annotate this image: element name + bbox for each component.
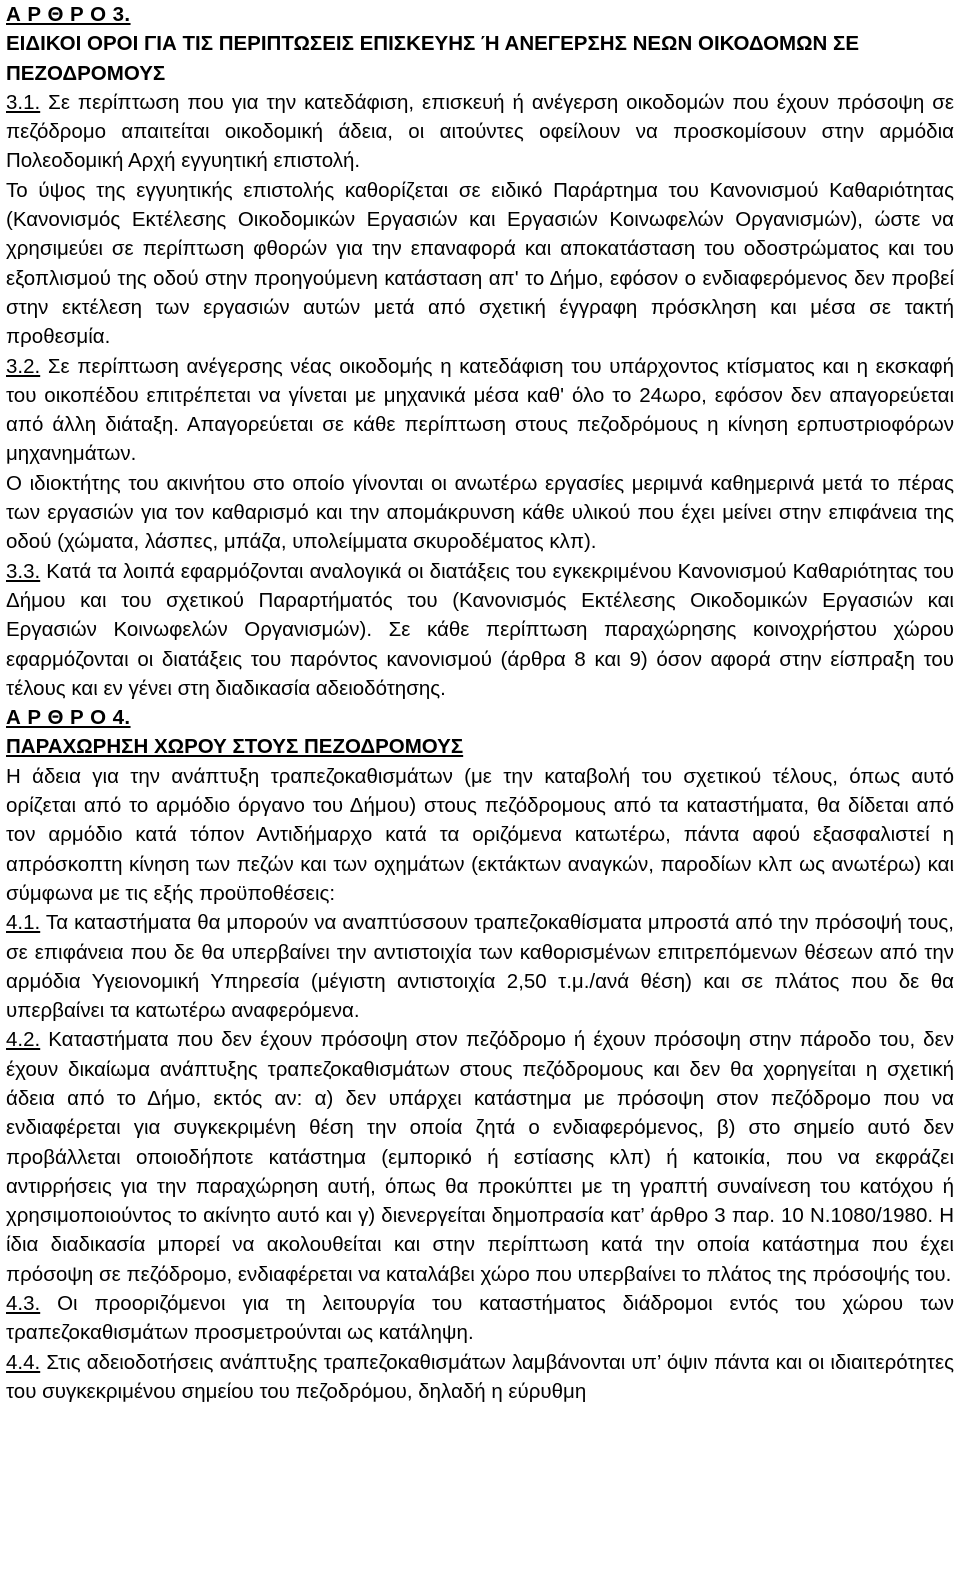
paragraph-text: Κατά τα λοιπά εφαρμόζονται αναλογικά οι διατάξεις του εγκεκριμένου Κανονισμού Καθαριότητας του Δήμου και του σχετικού Παραρτήματός του (Κανονισμός Εκτέλεσης Οικοδομικών Εργασιών και Εργασιών Κοινωφελών Οργανισμών). Σε κάθε περίπτωση παραχώρησης κοινοχρήστου χώρου εφαρμόζονται οι διατάξεις του παρόντος κανονισμού (άρθρα 8 και 9) όσον αφορά στην είσπραξη του τέλους και εν γένει στη διαδικασία αδειοδότησης. bbox=[6, 559, 954, 700]
paragraph-3-2 bbox=[6, 352, 954, 469]
paragraph-number: 4.3. bbox=[6, 1292, 41, 1316]
article-3-title: Α Ρ Θ Ρ Ο 3. bbox=[6, 3, 131, 26]
article-4-title: Α Ρ Θ Ρ Ο 4. bbox=[6, 706, 131, 730]
paragraph-3-1 bbox=[6, 88, 954, 176]
paragraph-number: 3.2. bbox=[6, 354, 41, 378]
paragraph-3-2-continued: Ο ιδιοκτήτης του ακινήτου στο οποίο γίνονται οι ανωτέρω εργασίες μεριμνά καθημερινά μετά το πέρας των εργασιών για τον καθαρισμό και την απομάκρυνση κάθε υλικού που έχει μείνει στην επιφάνεια της οδού (χώματα, λάσπες, μπάζα, υπολείμματα σκυροδέματος κλπ). bbox=[6, 471, 954, 554]
article-4-subtitle: ΠΑΡΑΧΩΡΗΣΗ ΧΩΡΟΥ ΣΤΟΥΣ ΠΕΖΟΔΡΟΜΟΥΣ bbox=[6, 735, 464, 759]
article-3-subtitle: ΕΙΔΙΚΟΙ ΟΡΟΙ ΓΙΑ ΤΙΣ ΠΕΡΙΠΤΩΣΕΙΣ ΕΠΙΣΚΕΥΗΣ Ή ΑΝΕΓΕΡΣΗΣ ΝΕΩΝ ΟΙΚΟΔΟΜΩΝ ΣΕ ΠΕΖΟΔΡΟΜΟΥΣ bbox=[6, 32, 860, 85]
paragraph-number: 3.1. bbox=[6, 90, 41, 114]
paragraph-4-2 bbox=[6, 1025, 954, 1289]
paragraph-text: Οι προοριζόμενοι για τη λειτουργία του καταστήματος διάδρομοι εντός του χώρου των τραπεζοκαθισμάτων προσμετρούνται ως κατάληψη. bbox=[6, 1292, 954, 1345]
paragraph-number: 4.2. bbox=[6, 1028, 41, 1052]
article-4-intro: Η άδεια για την ανάπτυξη τραπεζοκαθισμάτων (με την καταβολή του σχετικού τέλους, όπως αυτό ορίζεται από το αρμόδιο όργανο του Δήμου) στους πεζόδρομους από τα καταστήματα, θα δίδεται από τον αρμόδιο κατά τόπον Αντιδήμαρχο κατά τα οριζόμενα κατωτέρω, πάντα αφού εξασφαλιστεί η απρόσκοπτη κίνηση των πεζών και των οχημάτων (εκτάκτων αναγκών, παροδίων κλπ ως ανωτέρω) και σύμφωνα με τις εξής προϋποθέσεις: bbox=[6, 764, 954, 905]
paragraph-3-3 bbox=[6, 557, 954, 703]
paragraph-4-4 bbox=[6, 1348, 954, 1407]
paragraph-text: Σε περίπτωση που για την κατεδάφιση, επισκευή ή ανέγερση οικοδομών που έχουν πρόσοψη σε πεζόδρομο απαιτείται οικοδομική άδεια, οι αιτούντες οφείλουν να προσκομίσουν στην αρμόδια Πολεοδομική Αρχή εγγυητική επιστολή. bbox=[6, 90, 954, 173]
paragraph-number: 3.3. bbox=[6, 559, 41, 583]
paragraph-3-1-continued: Το ύψος της εγγυητικής επιστολής καθορίζεται σε ειδικό Παράρτημα του Κανονισμού Καθαριότητας (Κανονισμός Εκτέλεσης Οικοδομικών Εργασιών και Εργασιών Κοινωφελών Οργανισμών), ώστε να χρησιμεύει σε περίπτωση φθορών για την επαναφορά και αποκατάσταση του οδοστρώματος και του εξοπλισμού της οδού στην προηγούμενη κατάσταση απ' το Δήμο, εφόσον ο ενδιαφερόμενος δεν προβεί στην εκτέλεση των εργασιών αυτών μετά από σχετική έγγραφη πρόσκληση και μέσα σε τακτή προθεσμία. bbox=[6, 178, 954, 349]
paragraph-text: Σε περίπτωση ανέγερσης νέας οικοδομής η κατεδάφιση του υπάρχοντος κτίσματος και η εκσκαφή του οικοπέδου επιτρέπεται να γίνεται με μηχανικά μέσα καθ' όλο το 24ωρο, εφόσον δεν απαγορεύεται από άλλη διάταξη. Απαγορεύεται σε κάθε περίπτωση στους πεζοδρόμους η κίνηση ερπυστριοφόρων μηχανημάτων. bbox=[6, 354, 954, 466]
paragraph-text: Στις αδειοδοτήσεις ανάπτυξης τραπεζοκαθισμάτων λαμβάνονται υπ’ όψιν πάντα και οι ιδιαιτερότητες του συγκεκριμένου σημείου του πεζοδρόμου, δηλαδή η εύρυθμη bbox=[6, 1350, 954, 1403]
paragraph-4-1 bbox=[6, 908, 954, 1025]
paragraph-number: 4.4. bbox=[6, 1350, 41, 1374]
paragraph-number: 4.1. bbox=[6, 911, 41, 935]
paragraph-4-3 bbox=[6, 1289, 954, 1348]
paragraph-text: Καταστήματα που δεν έχουν πρόσοψη στον πεζόδρομο ή έχουν πρόσοψη στην πάροδο του, δεν έχουν δικαίωμα ανάπτυξης τραπεζοκαθισμάτων στους πεζόδρομους και δεν θα χορηγείται η σχετική άδεια από το Δήμο, εκτός αν: α) δεν υπάρχει κατάστημα με πρόσοψη στον πεζόδρομο που να ενδιαφέρεται για συγκεκριμένη θέση την οποία ζητά ο ενδιαφερόμενος, β) στο σημείο αυτό δεν προβάλλεται οποιοδήποτε κατάστημα (εμπορικό ή εστίασης κλπ) ή κατοικία, που να εκφράζει αντιρρήσεις για την παραχώρηση αυτή, όπως θα προκύπτει με τη γραπτή συναίνεση του κατόχου ή χρησιμοποιούντος το ακίνητο αυτό και γ) διενεργείται δημοπρασία κατ’ άρθρο 3 παρ. 10 Ν.1080/1980. Η ίδια διαδικασία μπορεί να ακολουθείται και στην περίπτωση κατά την οποία κατάστημα που έχει πρόσοψη σε πεζόδρομο, ενδιαφέρεται να καταλάβει χώρο που υπερβαίνει το πλάτος της πρόσοψής του. bbox=[6, 1028, 954, 1286]
paragraph-text: Τα καταστήματα θα μπορούν να αναπτύσσουν τραπεζοκαθίσματα μπροστά από την πρόσοψή τους, σε επιφάνεια που δε θα υπερβαίνει την αντιστοιχία των καθορισμένων επιτρεπόμενων θέσεων από την αρμόδια Υγειονομική Υπηρεσία (μέγιστη αντιστοιχία 2,50 τ.μ./ανά θέση) και σε πλάτος που δε θα υπερβαίνει τα κατωτέρω αναφερόμενα. bbox=[6, 911, 954, 1023]
